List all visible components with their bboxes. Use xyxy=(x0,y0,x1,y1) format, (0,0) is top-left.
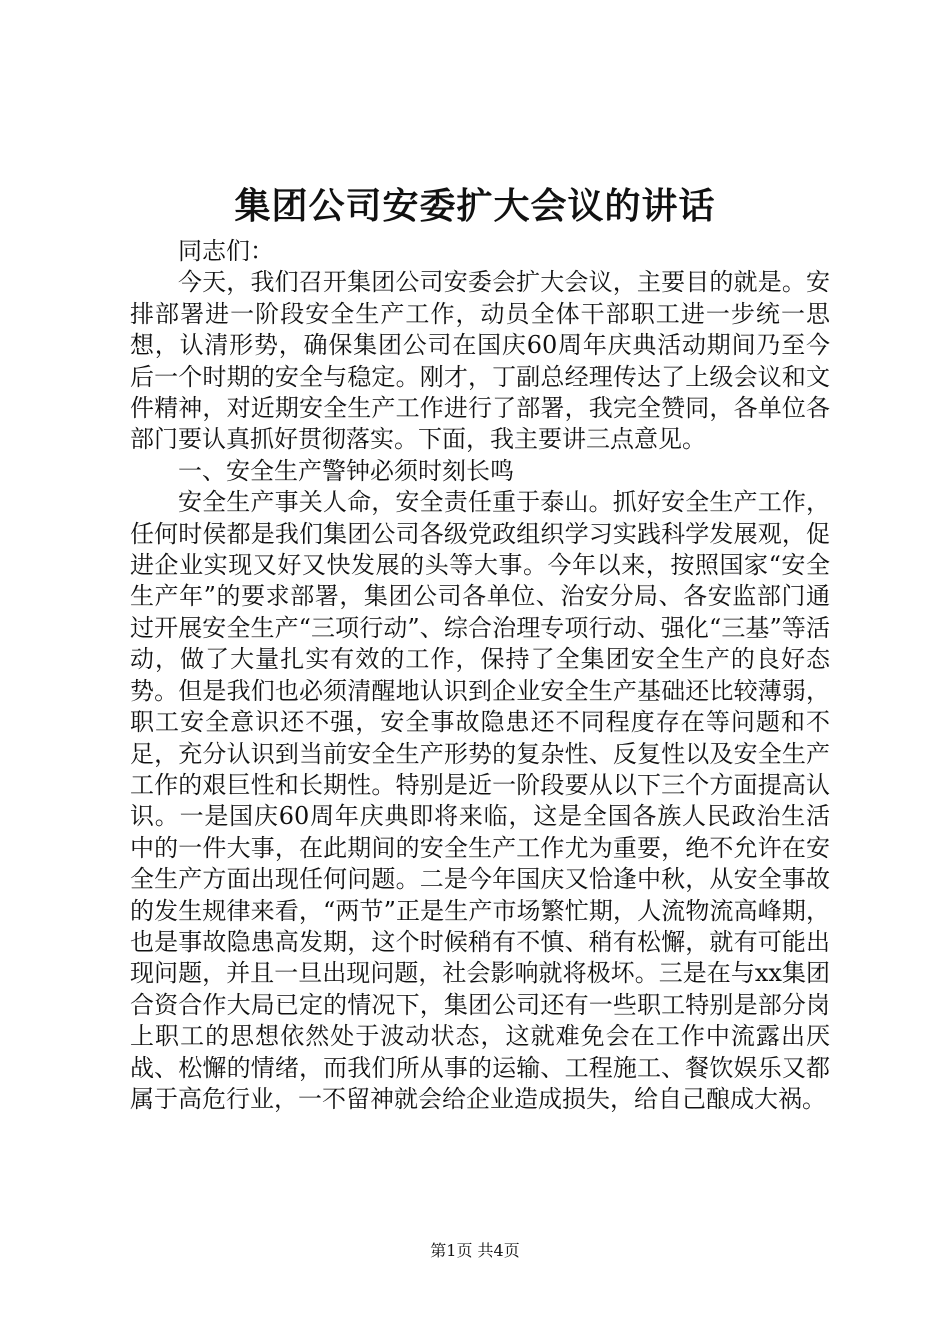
intro-paragraph: 今天，我们召开集团公司安委会扩大会议，主要目的就是。安排部署进一阶段安全生产工作，动员全体干部职工进一步统一思想，认清形势，确保集团公司在国庆60周年庆典活动期间乃至今后一个时期的安全与稳定。刚才，丁副总经理传达了上级会议和文件精神，对近期安全生产工作进行了部署，我完全赞同，各单位各部门要认真抓好贯彻落实。下面，我主要讲三点意见。 xyxy=(130,268,830,454)
salutation-paragraph: 同志们： xyxy=(178,237,274,265)
document-body xyxy=(130,236,830,1115)
section-paragraph: 安全生产事关人命，安全责任重于泰山。抓好安全生产工作，任何时侯都是我们集团公司各级党政组织学习实践科学发展观，促进企业实现又好又快发展的头等大事。今年以来，按照国家“安全生产年”的要求部署，集团公司各单位、治安分局、各安监部门通过开展安全生产“三项行动”、综合治理专项行动、强化“三基”等活动，做了大量扎实有效的工作，保持了全集团安全生产的良好态势。但是我们也必须清醒地认识到企业安全生产基础还比较薄弱，职工安全意识还不强，安全事故隐患还不同程度存在等问题和不足，充分认识到当前安全生产形势的复杂性、反复性以及安全生产工作的艰巨性和长期性。特别是近一阶段要从以下三个方面提高认识。一是国庆60周年庆典即将来临，这是全国各族人民政治生活中的一件大事，在此期间的安全生产工作尤为重要，绝不允许在安全生产方面出现任何问题。二是今年国庆又恰逢中秋，从安全事故的发生规律来看，“两节”正是生产市场繁忙期，人流物流高峰期，也是事故隐患高发期，这个时候稍有不慎、稍有松懈，就有可能出现问题，并且一旦出现问题，社会影响就将极坏。三是在与xx集团合资合作大局已定的情况下，集团公司还有一些职工特别是部分岗上职工的思想依然处于波动状态，这就难免会在工作中流露出厌战、松懈的情绪，而我们所从事的运输、工程施工、餐饮娱乐又都属于高危行业，一不留神就会给企业造成损失，给自己酿成大祸。 xyxy=(130,488,830,1113)
page-number-footer: 第1页 共4页 xyxy=(430,1241,520,1260)
document-title: 集团公司安委扩大会议的讲话 xyxy=(234,185,716,227)
section-heading: 一、安全生产警钟必须时刻长鸣 xyxy=(178,456,514,485)
